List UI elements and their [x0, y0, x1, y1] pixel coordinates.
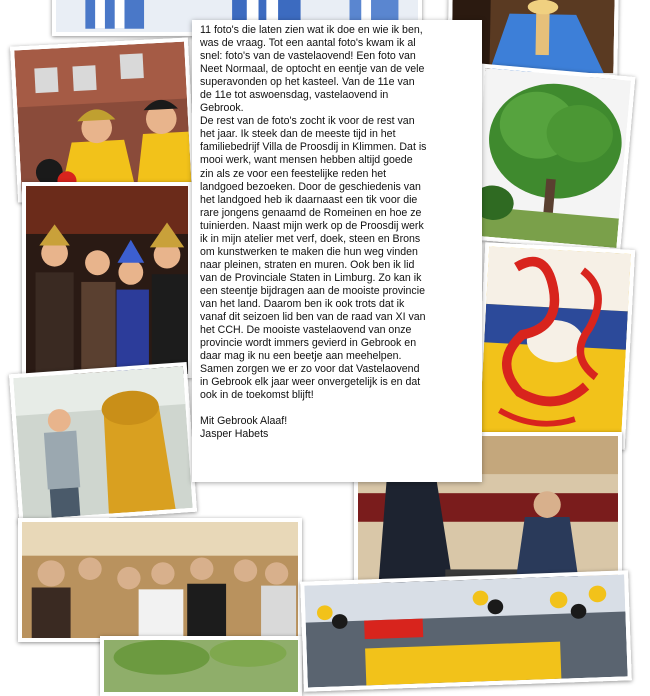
- dinner-group-image: [22, 522, 298, 638]
- party-group-image: [26, 186, 188, 374]
- signature: Jasper Habets: [200, 428, 269, 441]
- body-paragraph: De rest van de foto's zocht ik voor de rest van het jaar. Ik steek dan de meeste tijd in het familiebedrijf Villa de Proosdij in Klimmen. Dat is mooi werk, want mensen hebben altijd goede zin als ze voor een feestelijke reden het landgoed bezoeken. Door de geschiedenis van het landgoed heb ik daarnaast een tik voor die rare jongens genaamd de Romeinen en hoe ze tuinierden. Naast mijn werk op de Proosdij werk ik in mijn atelier met verf, doek, steen en Brons om kunstwerken te maken die hun weg vinden naar pleinen, straten en muren. Ook ben ik lid van de Provinciale Staten in Limburg. Zo kan ik een steentje bijdragen aan de mooiste provincie van het land. Daarom ben ik ook trots dat ik vanaf dit seizoen lid ben van de raad van XI van het CCH. De mooiste vastelaovend van onze provincie wordt immers gevierd in Gebrook en daar mag ik nu een beetje aan meehelpen. Samen zorgen we er zo voor dat Vastelaovend in Gebrook elk jaar weer onvergetelijk is en dat ook in de toekomst blijft!: [200, 115, 427, 402]
- photo-party-group: [22, 182, 192, 378]
- photo-abstract-painting: [475, 242, 635, 450]
- carnival-costumes-image: [14, 42, 192, 199]
- greeting: Mit Gebrook Alaaf!: [200, 415, 288, 428]
- photo-garden-bottom: [100, 636, 302, 696]
- photo-carnival-costumes: [10, 37, 196, 202]
- sculpture-workshop-image: [13, 366, 192, 520]
- photo-sculpture-workshop: [9, 362, 197, 524]
- parade-balloons-image: [304, 574, 627, 687]
- intro-paragraph: 11 foto's die laten zien wat ik doe en wie ik ben, was de vraag. Tot een aantal foto's kwam ik al snel: foto's van de vastelaovend! Een foto van Neet Normaal, de optocht en eentje van de vele superavonden op het kasteel. Van de 11e van de 11e tot aswoensdag, vastelaovend in Gebrook.: [200, 24, 425, 115]
- tree-image: [471, 68, 631, 248]
- photo-dinner-group: [18, 518, 302, 642]
- photo-parade-balloons: [300, 570, 632, 691]
- photo-tree: [467, 64, 636, 253]
- abstract-painting-image: [479, 246, 631, 445]
- garden-bottom-image: [104, 640, 298, 692]
- article-text-box: [192, 20, 482, 482]
